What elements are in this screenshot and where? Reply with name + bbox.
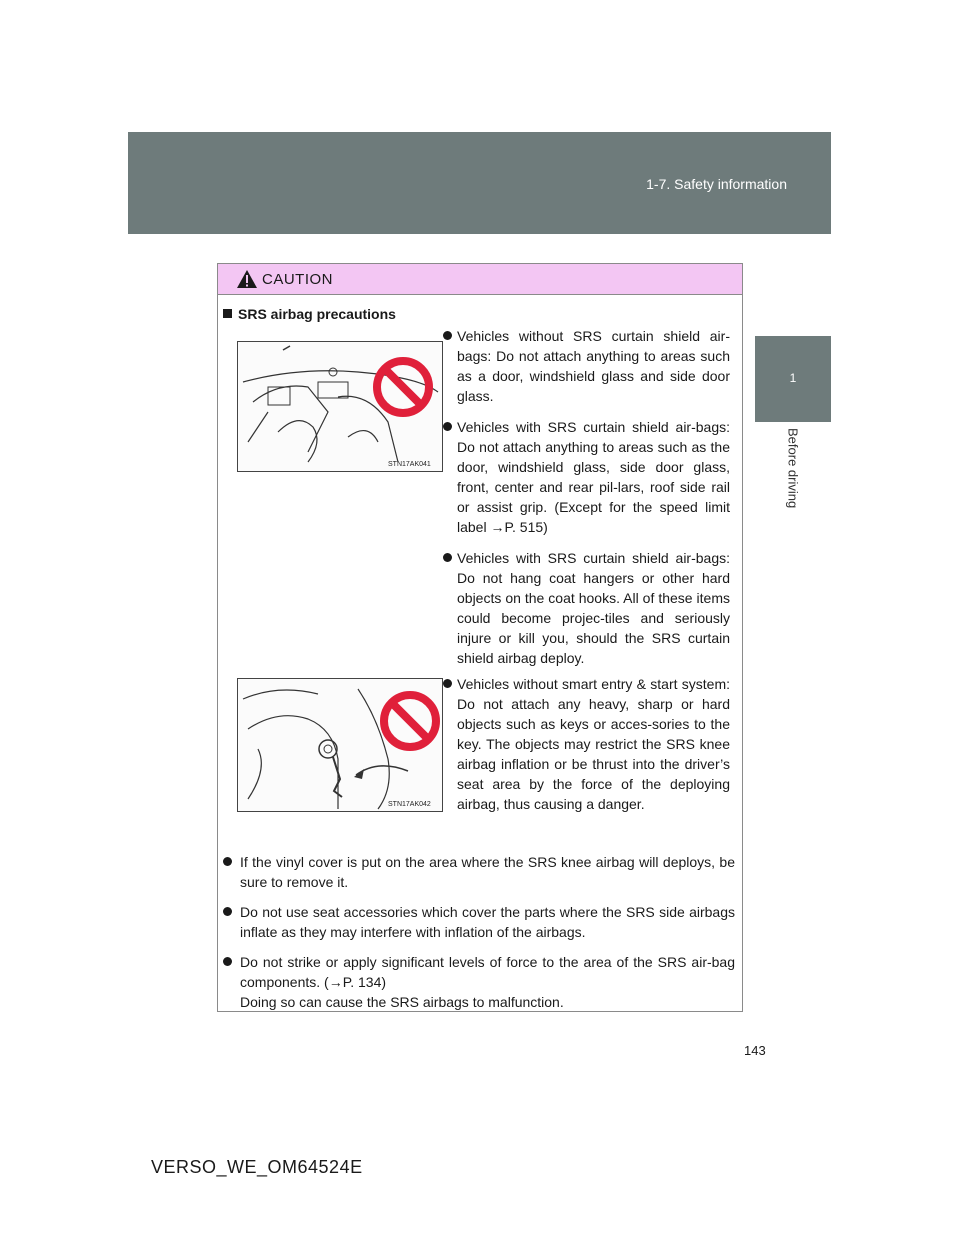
square-bullet-icon <box>223 309 232 318</box>
bullet-text: Vehicles with SRS curtain shield air-bags: Do not attach anything to areas such as the door, windshield glass, side door glass, front, center and rear pil-lars, roof side rail or assist grip. (Except for the speed limit label →P. 515) <box>457 419 730 535</box>
header-band <box>128 132 831 234</box>
right-bullet-list <box>443 326 730 679</box>
bullet-text: If the vinyl cover is put on the area where the SRS knee airbag will deploys, be sure to remove it. <box>240 854 735 890</box>
bullet-dot-icon <box>443 422 452 431</box>
page-number: 143 <box>744 1043 766 1058</box>
bullet-text: Do not use seat accessories which cover the parts where the SRS side airbags inflate as they may interfere with inflation of the airbags. <box>240 904 735 940</box>
caution-header <box>218 264 742 295</box>
bullet-text: Vehicles without smart entry & start system: Do not attach any heavy, sharp or hard objects such as keys or acces-sories to the key. The objects may restrict the SRS knee airbag inflation or be thrust into the driver’s seat area by the force of the deploying airbag, thus causing a danger. <box>457 676 730 812</box>
bullet-dot-icon <box>443 679 452 688</box>
bullet-item <box>223 852 735 892</box>
bullet-dot-icon <box>443 553 452 562</box>
warning-triangle-icon <box>236 269 258 289</box>
illustration-code: STN17AK042 <box>388 801 431 808</box>
caution-label: CAUTION <box>262 271 333 288</box>
bullet-text: Vehicles with SRS curtain shield air-bags: Do not hang coat hangers or other hard objects on the coat hooks. All of these items could become projec-tiles and seriously injure or kill you, should the SRS curtain shield airbag deploy. <box>457 550 730 666</box>
bullet-dot-icon <box>223 907 232 916</box>
bullet-item <box>443 326 730 406</box>
illustration-code: STN17AK041 <box>388 461 431 468</box>
illustration-dashboard <box>237 341 443 472</box>
chapter-number: 1 <box>789 371 797 385</box>
chapter-label: Before driving <box>785 428 801 509</box>
bullet-item <box>443 548 730 668</box>
illustration-key <box>237 678 443 812</box>
bullet-text-continued: Doing so can cause the SRS airbags to malfunction. <box>240 994 564 1010</box>
prohibition-icon <box>377 361 429 413</box>
dashboard-drawing <box>238 342 442 471</box>
chapter-tab <box>755 336 831 422</box>
bullet-item <box>223 902 735 942</box>
prohibition-icon <box>384 695 436 747</box>
bullet-text: Do not strike or apply significant levels of force to the area of the SRS air-bag components. (→P. 134) <box>240 954 735 990</box>
document-code: VERSO_WE_OM64524E <box>151 1157 363 1177</box>
section-header-title: 1-7. Safety information <box>646 176 787 192</box>
bullet-item <box>443 417 730 537</box>
bullet-dot-icon <box>223 957 232 966</box>
chapter-label-vertical <box>773 428 813 548</box>
bullet-dot-icon <box>443 331 452 340</box>
section-heading-text: SRS airbag precautions <box>238 306 396 322</box>
section-heading <box>223 306 396 322</box>
caution-box <box>217 263 743 1012</box>
bullet-dot-icon <box>223 857 232 866</box>
bullet-item <box>443 674 730 814</box>
bullet-item <box>223 952 735 1012</box>
key-drawing <box>238 679 442 811</box>
full-width-bullet-list <box>223 852 735 1022</box>
bullet-text: Vehicles without SRS curtain shield air-bags: Do not attach anything to areas such as a door, windshield glass and side door glass. <box>457 328 730 404</box>
right-bullet-list-2 <box>443 674 730 825</box>
